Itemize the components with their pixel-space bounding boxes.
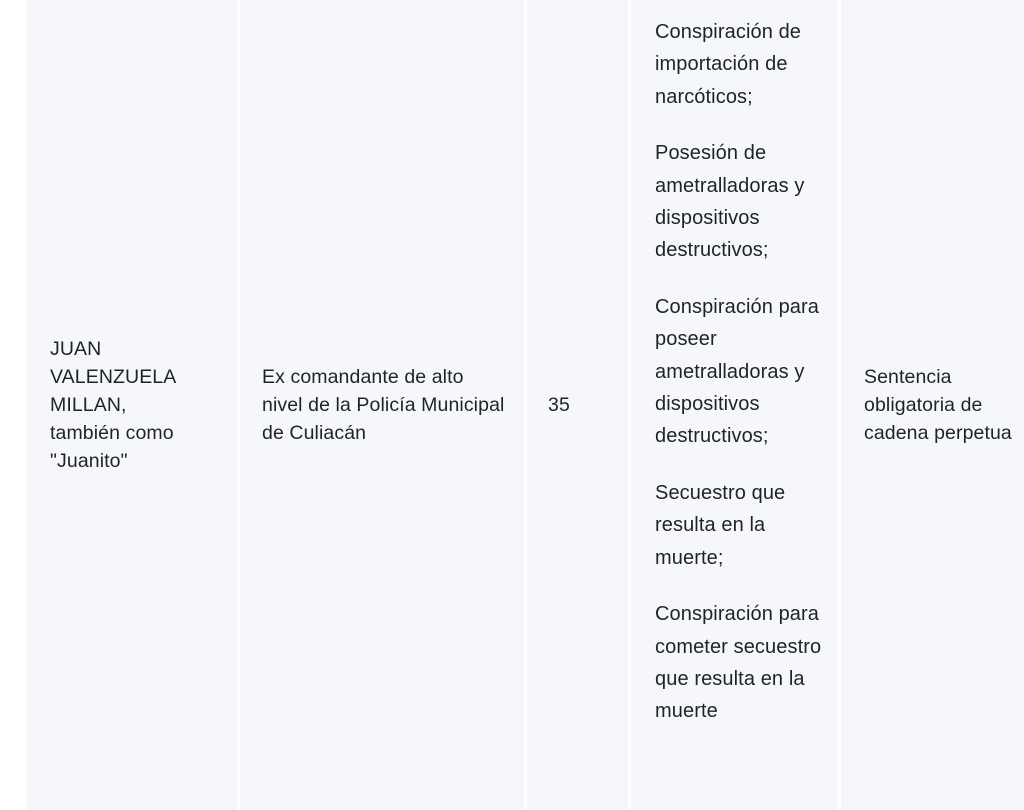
name-line: VALENZUELA xyxy=(50,366,177,388)
charge-item: Conspiración de importación de narcóticos; xyxy=(655,21,802,108)
name-cell xyxy=(26,0,237,810)
name-line: también como xyxy=(50,422,174,444)
charge-item: Posesión de ametralladoras y dispositivos destructivos; xyxy=(655,142,805,262)
name-line: "Juanito" xyxy=(50,450,128,472)
charge-item: Secuestro que resulta en la muerte; xyxy=(655,481,786,569)
age-cell xyxy=(527,0,628,810)
charges-cell xyxy=(631,0,838,810)
position-cell xyxy=(240,0,524,810)
table-row xyxy=(26,0,1024,810)
age-value: 35 xyxy=(548,394,570,416)
charges-list xyxy=(655,16,826,728)
position-text: Ex comandante de alto nivel de la Policía Municipal de Culiacán xyxy=(262,366,505,444)
charge-item: Conspiración para cometer secuestro que resulta en la muerte xyxy=(655,603,822,723)
name-line: JUAN xyxy=(50,338,102,360)
sentence-text: Sentencia obligatoria de cadena perpetua xyxy=(864,366,1012,444)
charge-item: Conspiración para poseer ametralladoras y dispositivos destructivos; xyxy=(655,295,820,448)
sentence-cell xyxy=(841,0,1024,810)
defendant-name xyxy=(50,335,176,475)
name-line: MILLAN, xyxy=(50,394,127,416)
